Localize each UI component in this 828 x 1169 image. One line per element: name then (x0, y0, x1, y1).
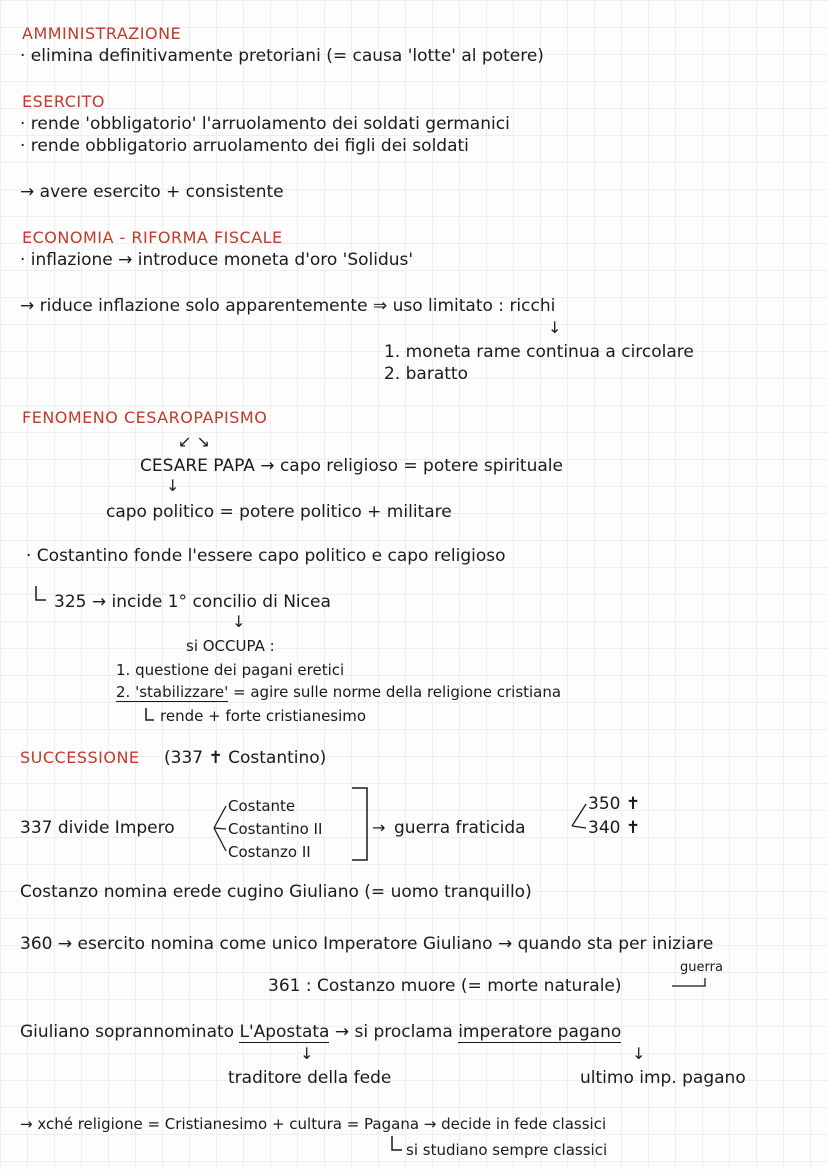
pagan-emperor-label: imperatore pagano (458, 1022, 622, 1042)
point-2-result: rende + forte cristianesimo (160, 707, 367, 725)
army-line-1: · rende 'obbligatorio' l'arruolamento dei soldati germanici (20, 114, 510, 134)
army-line-3: → avere esercito + consistente (20, 182, 284, 202)
economy-item-2: 2. baratto (384, 364, 468, 384)
julian-proclaims: → si proclama (329, 1022, 459, 1042)
guerra-note: guerra (680, 960, 723, 975)
julian-line-1: Costanzo nomina erede cugino Giuliano (= uomo tranquillo) (20, 882, 532, 902)
heading-administration: AMMINISTRAZIONE (22, 24, 182, 43)
right-arrow-icon: → (372, 818, 386, 837)
date-340: 340 ✝ (588, 818, 641, 838)
point-2-desc: = agire sulle norme della religione cristiana (228, 683, 562, 701)
army-line-2: · rende obbligatorio arruolamento dei figli dei soldati (20, 136, 469, 156)
julian-line-4 (20, 1022, 621, 1042)
heir-costanzo-ii: Costanzo II (228, 843, 311, 861)
date-350: 350 ✝ (588, 794, 641, 814)
heading-caesaropapism: FENOMENO CESAROPAPISMO (22, 408, 268, 427)
economy-line-2: → riduce inflazione solo apparentemente ⇒ uso limitato : ricchi (20, 296, 556, 316)
julian-nickname-prefix: Giuliano soprannominato (20, 1022, 240, 1042)
julian-line-6: si studiano sempre classici (406, 1141, 608, 1159)
point-2-line (116, 682, 561, 702)
julian-line-3: 361 : Costanzo muore (= morte naturale) (268, 976, 622, 996)
administration-line-1: · elimina definitivamente pretoriani (= causa 'lotte' al potere) (20, 46, 544, 66)
war-label: guerra fraticida (394, 818, 526, 838)
heading-army: ESERCITO (22, 92, 105, 111)
down-arrow-icon: ↓ (232, 612, 246, 631)
heir-costantino-ii: Costantino II (228, 820, 323, 838)
capo-politico-line: capo politico = potere politico + militare (106, 502, 452, 522)
economy-line-1: · inflazione → introduce moneta d'oro 'Solidus' (20, 250, 414, 270)
down-arrow-icon: ↓ (548, 318, 562, 337)
heading-economy: ECONOMIA - RIFORMA FISCALE (22, 228, 283, 247)
heading-succession: SUCCESSIONE (20, 748, 140, 767)
constantine-line: · Costantino fonde l'essere capo politico e capo religioso (26, 546, 506, 566)
succession-death-note: (337 ✝ Costantino) (164, 748, 327, 768)
julian-line-5: → xché religione = Cristianesimo + cultura = Pagana → decide in fede classici (20, 1115, 607, 1133)
divide-line: 337 divide Impero (20, 818, 175, 838)
economy-item-1: 1. moneta rame continua a circolare (384, 342, 694, 362)
nicea-line: 325 → incide 1° concilio di Nicea (54, 592, 331, 612)
ultimo-label: ultimo imp. pagano (580, 1068, 746, 1088)
point-1: 1. questione dei pagani eretici (116, 661, 345, 679)
down-arrow-icon: ↓ (300, 1044, 314, 1063)
apostata-label: L'Apostata (239, 1022, 330, 1042)
traditore-label: traditore della fede (228, 1068, 392, 1088)
cesare-papa-line: CESARE PAPA → capo religioso = potere spirituale (140, 456, 563, 476)
down-arrow-icon: ↓ (166, 476, 180, 495)
split-arrows-icon: ↙ ↘ (178, 432, 210, 451)
point-2-stabilize: 2. 'stabilizzare' (116, 683, 229, 701)
heir-costante: Costante (228, 797, 296, 815)
down-arrow-icon: ↓ (632, 1044, 646, 1063)
si-occupa-label: si OCCUPA : (186, 637, 275, 655)
julian-line-2: 360 → esercito nomina come unico Imperatore Giuliano → quando sta per iniziare (20, 934, 714, 954)
